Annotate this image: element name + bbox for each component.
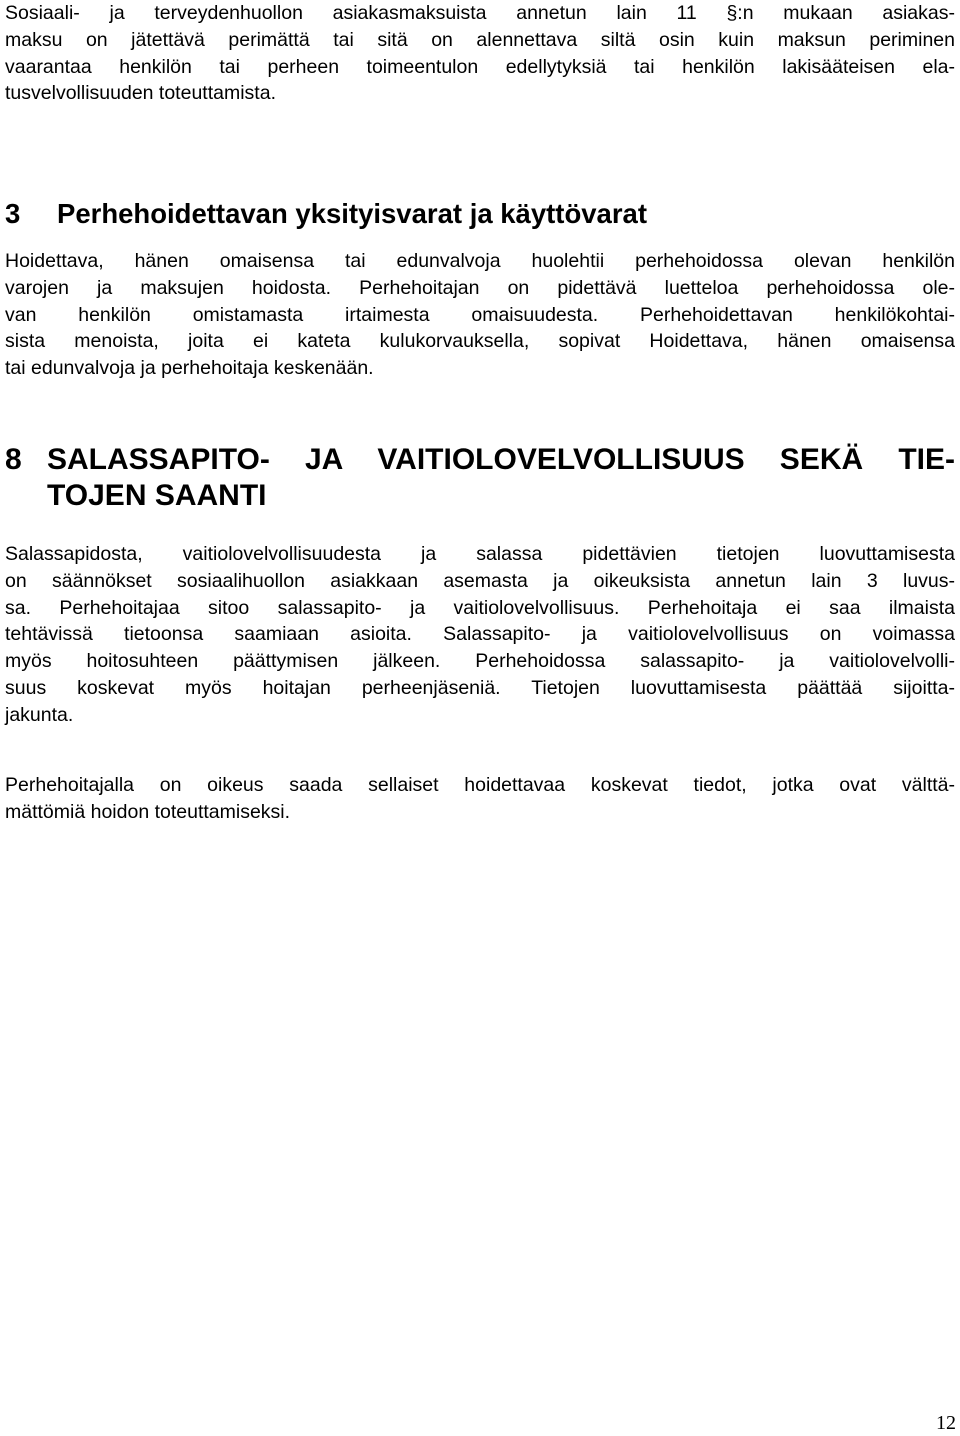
text-line: Hoidettava, hänen omaisensa tai edunvalvoja huolehtii perhehoidossa olevan henkilön (5, 250, 955, 272)
text-line: suus koskevat myös hoitajan perheenjäseniä. Tietojen luovuttamisesta päättää sijoitta- (5, 676, 955, 699)
text-line: mättömiä hoidon toteuttamiseksi. (5, 800, 291, 823)
section-title: Perhehoidettavan yksityisvarat ja käyttövarat (57, 198, 648, 229)
text-line: on säännökset sosiaalihuollon asiakkaan asemasta ja oikeuksista annetun lain 3 luvus- (5, 569, 955, 592)
section-number: 8 (5, 443, 22, 476)
page-number: 12 (936, 1412, 956, 1434)
text-line: van henkilön omistamasta irtaimesta omaisuudesta. Perhehoidettavan henkilökohtai- (5, 303, 955, 326)
text-line: sista menoista, joita ei kateta kulukorvauksella, sopivat Hoidettava, hänen omaisensa (5, 330, 955, 353)
text-line: myös hoitosuhteen päättymisen jälkeen. Perhehoidossa salassapito- ja vaitiolovelvolli- (5, 650, 955, 673)
text-line: jakunta. (5, 703, 74, 726)
text-line: vaarantaa henkilön tai perheen toimeentulon edellytyksiä tai henkilön lakisääteisen ela- (5, 55, 955, 78)
section-3-paragraph (5, 248, 955, 382)
section-8-paragraph-1 (5, 541, 955, 729)
text-line: Perhehoitajalla on oikeus saada sellaiset hoidettavaa koskevat tiedot, jotka ovat välttä- (5, 774, 955, 796)
section-8-heading (5, 442, 955, 514)
text-line: sa. Perhehoitajaa sitoo salassapito- ja vaitiolovelvollisuus. Perhehoitaja ei saa ilmaista (5, 596, 955, 619)
section-title-line-2: TOJEN SAANTI (47, 479, 267, 512)
text-line: Salassapidosta, vaitiolovelvollisuudesta ja salassa pidettävien tietojen luovuttamisesta (5, 543, 955, 565)
section-3-heading (5, 194, 647, 234)
section-number: 3 (5, 198, 21, 229)
intro-paragraph (5, 0, 955, 107)
text-line: varojen ja maksujen hoidosta. Perhehoitajan on pidettävä luetteloa perhehoidossa ole- (5, 276, 955, 299)
text-line: Sosiaali- ja terveydenhuollon asiakasmaksuista annetun lain 11 §:n mukaan asiakas- (5, 2, 955, 24)
section-title-line-1: SALASSAPITO- JA VAITIOLOVELVOLLISUUS SEKÄ TIE- (47, 443, 955, 476)
text-line: tehtävissä tietoonsa saamiaan asioita. Salassapito- ja vaitiolovelvollisuus on voimassa (5, 623, 955, 646)
text-line: tai edunvalvoja ja perhehoitaja keskenään. (5, 357, 374, 380)
section-8-paragraph-2 (5, 772, 955, 826)
text-line: maksu on jätettävä perimättä tai sitä on alennettava siltä osin kuin maksun periminen (5, 28, 955, 51)
text-line: tusvelvollisuuden toteuttamista. (5, 82, 276, 105)
